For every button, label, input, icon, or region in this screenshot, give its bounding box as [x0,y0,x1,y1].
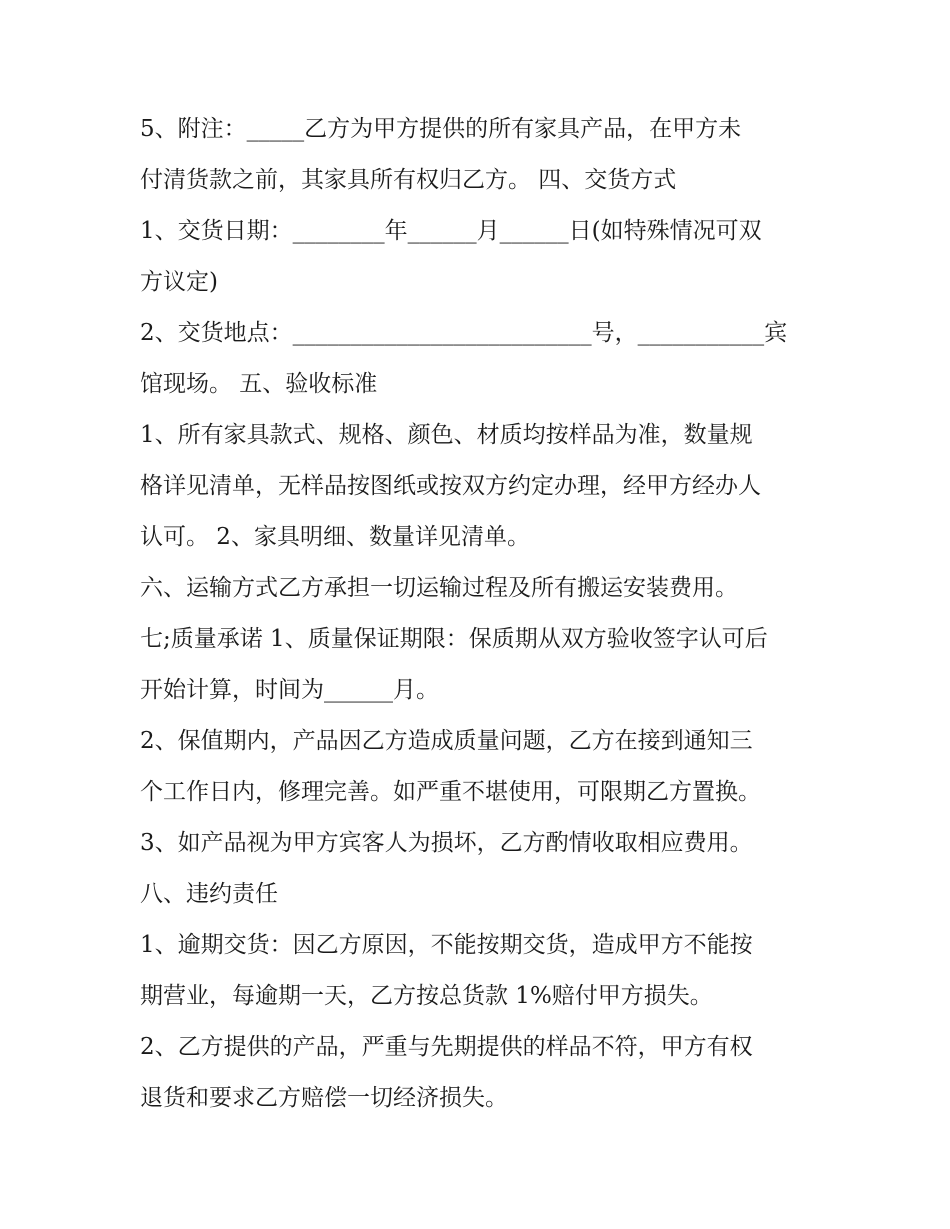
text-line-acceptance-1-cont: 格详见清单，无样品按图纸或按双方约定办理，经甲方经办人 [140,473,761,499]
text-line-liability-2: 2、乙方提供的产品，严重与先期提供的样品不符，甲方有权 [140,1034,753,1060]
text-line-delivery-method-heading: 付清货款之前，其家具所有权归乙方。 四、交货方式 [140,167,677,193]
text-line-liability-heading: 八、违约责任 [140,881,278,907]
text-line-delivery-location: 2、交货地点：__________________________号，___________宾 [140,320,788,346]
contract-text-body [140,104,820,1124]
text-line-delivery-date-cont: 方议定) [140,269,218,295]
text-line-delivery-date: 1、交货日期：________年______月______日(如特殊情况可双 [140,218,762,244]
text-line-acceptance-heading: 馆现场。 五、验收标准 [140,371,378,397]
text-line-quality-2-cont: 个工作日内，修理完善。如严重不堪使用，可限期乙方置换。 [140,779,761,805]
text-line-note-ownership: 5、附注：_____乙方为甲方提供的所有家具产品，在甲方未 [140,116,742,142]
text-line-quality-heading: 七;质量承诺 1、质量保证期限：保质期从双方验收签字认可后 [140,626,768,652]
text-line-quality-period: 开始计算，时间为______月。 [140,677,439,703]
text-line-acceptance-1: 1、所有家具款式、规格、颜色、材质均按样品为准，数量规 [140,422,753,448]
text-line-transport: 六、运输方式乙方承担一切运输过程及所有搬运安装费用。 [140,575,738,601]
text-line-quality-2: 2、保值期内，产品因乙方造成质量问题，乙方在接到通知三 [140,728,753,754]
text-line-liability-1: 1、逾期交货：因乙方原因，不能按期交货，造成甲方不能按 [140,932,753,958]
text-line-acceptance-2: 认可。 2、家具明细、数量详见清单。 [140,524,530,550]
text-line-liability-2-cont: 退货和要求乙方赔偿一切经济损失。 [140,1085,508,1111]
text-line-liability-1-cont: 期营业，每逾期一天，乙方按总货款 1%赔付甲方损失。 [140,983,713,1009]
text-line-quality-3: 3、如产品视为甲方宾客人为损坏，乙方酌情收取相应费用。 [140,830,753,856]
